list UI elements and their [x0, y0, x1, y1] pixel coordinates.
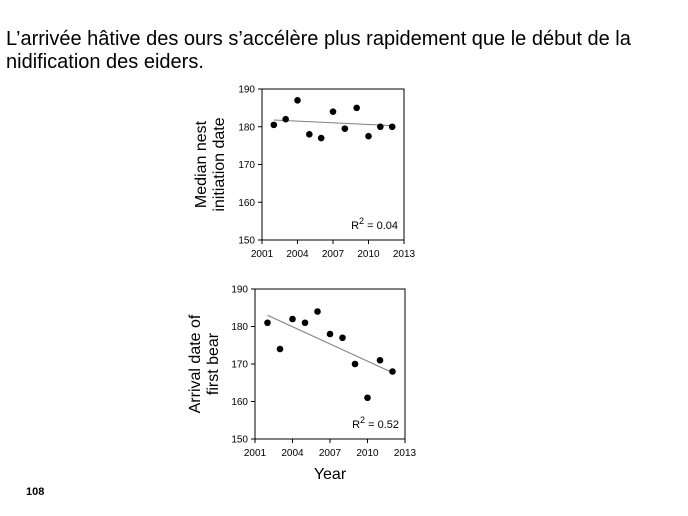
y-axis-label	[193, 117, 228, 211]
data-point	[327, 331, 334, 338]
y-axis-label	[187, 314, 222, 413]
data-point	[389, 123, 396, 130]
r-squared-annotation	[352, 415, 399, 431]
data-point	[342, 125, 349, 132]
page-number: 108	[26, 486, 45, 498]
x-tick-label: 2010	[356, 448, 379, 459]
data-point	[330, 108, 337, 115]
r-squared-base: R	[352, 419, 361, 431]
y-tick-label: 160	[231, 397, 248, 408]
x-axis-label: Year	[313, 466, 347, 483]
bear-arrival-chart	[187, 285, 417, 484]
data-point	[289, 316, 296, 323]
y-tick-label: 180	[231, 322, 248, 333]
x-tick-label: 2007	[321, 249, 345, 260]
r-squared-annotation	[351, 216, 398, 232]
y-tick-label: 170	[231, 359, 248, 371]
data-point	[264, 319, 271, 326]
r-squared-value: = 0.52	[365, 419, 399, 431]
data-point	[314, 308, 321, 315]
x-tick-label: 2001	[243, 448, 267, 459]
data-point	[389, 368, 396, 375]
data-point	[377, 123, 384, 130]
x-tick-label: 2004	[281, 448, 304, 459]
x-tick-label: 2013	[392, 249, 416, 260]
y-tick-label: 180	[238, 122, 255, 134]
y-axis-label-line: Median nest	[193, 120, 210, 209]
x-tick-label: 2007	[318, 448, 342, 459]
slide-title: L’arrivée hâtive des ours s’accélère plus rapidement que le début de la nidification des eiders.	[6, 28, 631, 73]
nest-initiation-chart	[193, 85, 416, 261]
y-tick-label: 150	[231, 434, 248, 446]
r-squared-value: = 0.04	[364, 220, 398, 232]
y-tick-label: 190	[238, 84, 255, 96]
x-tick-label: 2013	[393, 448, 417, 459]
x-tick-label: 2001	[250, 249, 274, 260]
y-tick-label: 190	[231, 284, 248, 296]
r-squared-sup: 2	[359, 216, 365, 226]
plot-frame	[255, 289, 405, 439]
data-point	[306, 131, 313, 138]
data-point	[282, 116, 289, 123]
data-point	[271, 122, 278, 129]
data-point	[277, 346, 284, 353]
r-squared-sup: 2	[360, 415, 366, 425]
y-tick-label: 170	[238, 160, 255, 171]
data-point	[302, 319, 309, 326]
trend-line	[268, 315, 393, 372]
data-point	[294, 97, 301, 104]
x-tick-label: 2010	[357, 249, 380, 260]
data-point	[318, 135, 325, 142]
data-point	[339, 334, 346, 341]
y-tick-label: 150	[238, 235, 255, 247]
r-squared-base: R	[351, 220, 360, 232]
data-point	[364, 394, 371, 401]
y-axis-label-line: initiation date	[211, 117, 228, 212]
data-point	[377, 357, 384, 364]
data-point	[352, 361, 359, 368]
data-point	[365, 133, 372, 140]
trend-line	[274, 120, 392, 126]
x-tick-label: 2004	[286, 249, 309, 260]
data-point	[353, 105, 360, 112]
y-axis-label-line: Arrival date of	[187, 314, 204, 414]
y-tick-label: 160	[238, 197, 255, 209]
y-axis-label-line: first bear	[205, 332, 222, 396]
